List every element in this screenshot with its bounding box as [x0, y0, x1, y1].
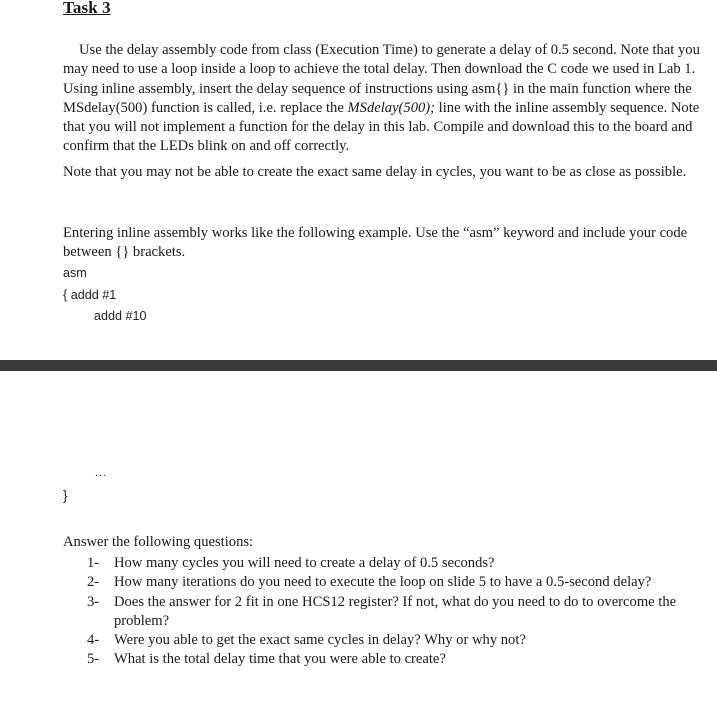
question-number: 4- — [87, 632, 100, 649]
instruction-paragraph-1 — [63, 41, 703, 157]
question-text: How many cycles you will need to create a delay of 0.5 seconds? — [114, 555, 495, 571]
instruction-italic-code: MSdelay(500); — [347, 99, 436, 116]
question-number: 1- — [87, 555, 100, 571]
questions-intro: Answer the following questions: — [63, 534, 254, 550]
question-text: How many iterations do you need to execute the loop on slide 5 to have a 0.5-second delay? — [114, 574, 652, 591]
question-number: 5- — [87, 651, 100, 668]
question-text: Were you able to get the exact same cycles in delay? Why or why not? — [114, 632, 526, 649]
instruction-text-part-a: Use the delay assembly code from class (Execution Time) to generate a delay of 0.5 second. Note that you may need to use a loop inside a loop to achieve the total delay. Then download the C code we used in Lab 1. Using inline assembly, insert the delay sequence of instructions using asm{} in the main function where the MSdelay(500) function is called, i.e. replace the — [63, 42, 700, 116]
question-item — [87, 631, 697, 650]
code-closing-brace: } — [63, 488, 68, 503]
question-text: What is the total delay time that you were able to create? — [114, 651, 446, 668]
instruction-text-part-b: line with the inline assembly sequence. Note that you will not implement a function for the delay in this lab. Compile and download this to the board and confirm that the LEDs blink on and off correctly. — [63, 99, 700, 155]
code-line-1: { addd #1 — [63, 288, 117, 302]
question-item — [87, 593, 697, 632]
question-number: 2- — [87, 574, 100, 591]
instruction-paragraph-3: Entering inline assembly works like the following example. Use the “asm” keyword and include your code between {} brackets. — [63, 225, 688, 261]
question-text: Does the answer for 2 fit in one HCS12 register? If not, what do you need to do to overcome the problem? — [114, 593, 677, 629]
question-item — [87, 573, 697, 592]
task-title: Task 3 — [63, 0, 111, 17]
question-item — [87, 554, 697, 573]
question-item — [87, 650, 697, 669]
instruction-paragraph-2: Note that you may not be able to create the exact same delay in cycles, you want to be as close as possible. — [63, 164, 687, 180]
page-divider — [0, 360, 717, 371]
code-asm-keyword: asm — [63, 266, 87, 280]
code-ellipsis: ... — [95, 465, 107, 479]
question-number: 3- — [87, 593, 100, 610]
code-line-2: addd #10 — [94, 309, 147, 323]
questions-list — [87, 554, 697, 670]
